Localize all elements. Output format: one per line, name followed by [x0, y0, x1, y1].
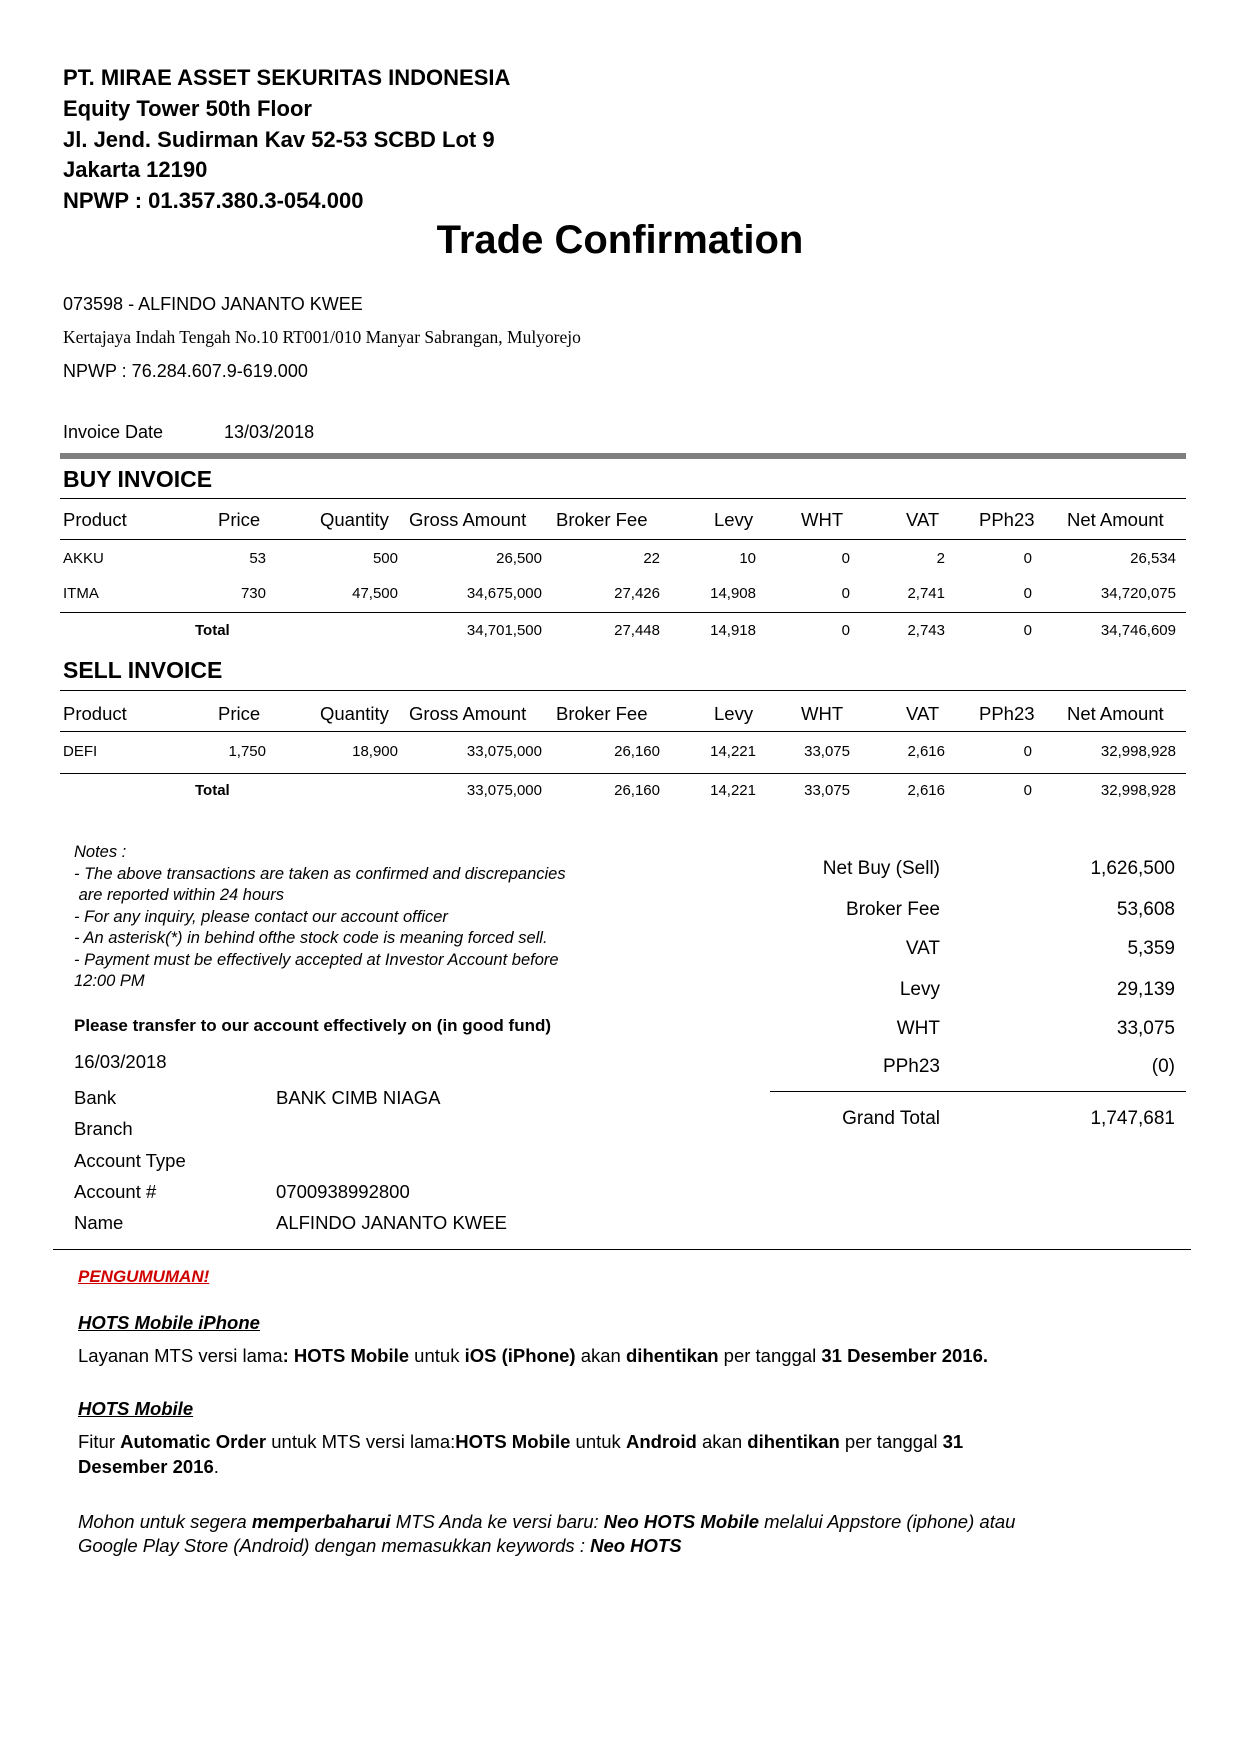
- sell-total-pph23: 0: [1023, 782, 1032, 799]
- summary-wht-value: 33,075: [1116, 1018, 1175, 1039]
- text-segment: akan: [696, 1431, 748, 1452]
- divider-thick: [60, 453, 1186, 459]
- sell-header-gross-amount: Gross Amount: [409, 703, 527, 724]
- text-segment: iOS (iPhone): [464, 1345, 576, 1366]
- sell-total-levy: 14,221: [710, 782, 756, 799]
- buy-cell-vat: 2: [936, 550, 945, 567]
- text-segment: Desember 2016: [78, 1456, 214, 1477]
- text-segment: untuk: [409, 1345, 465, 1366]
- sell-cell-broker-fee: 26,160: [614, 743, 660, 760]
- client-id-name: 073598 - ALFINDO JANANTO KWEE: [63, 294, 363, 314]
- sell-cell-net-amount: 32,998,928: [1100, 743, 1176, 760]
- summary-rule: [770, 1091, 1186, 1092]
- bank-label: Bank: [74, 1087, 117, 1108]
- buy-cell-gross-amount: 34,675,000: [466, 585, 542, 602]
- summary-levy-value: 29,139: [1116, 979, 1175, 1000]
- company-address-1: Equity Tower 50th Floor: [63, 96, 312, 121]
- buy-invoice-title: BUY INVOICE: [63, 466, 213, 492]
- buy-total-gross: 34,701,500: [466, 622, 542, 639]
- text-segment: Mohon untuk segera: [78, 1511, 252, 1532]
- sell-total-gross: 33,075,000: [466, 782, 542, 799]
- buy-header-levy: Levy: [714, 509, 754, 530]
- company-name: PT. MIRAE ASSET SEKURITAS INDONESIA: [63, 65, 511, 90]
- text-segment: untuk: [570, 1431, 626, 1452]
- sell-header-rule-top: [60, 690, 1186, 691]
- summary-wht-label: WHT: [896, 1018, 940, 1039]
- hots-mobile-paragraph-2: [78, 1456, 219, 1478]
- sell-total-broker: 26,160: [614, 782, 660, 799]
- sell-total-net: 32,998,928: [1100, 782, 1176, 799]
- buy-total-levy: 14,918: [710, 622, 756, 639]
- sell-header-broker-fee: Broker Fee: [556, 703, 648, 724]
- announcement-title: PENGUMUMAN!: [78, 1267, 210, 1286]
- footer-divider: [53, 1249, 1191, 1250]
- summary-grand-total-label: Grand Total: [842, 1108, 940, 1129]
- text-segment: melalui Appstore (iphone) atau: [759, 1511, 1016, 1532]
- sell-cell-wht: 33,075: [804, 743, 850, 760]
- buy-header-wht: WHT: [801, 509, 844, 530]
- text-segment: .: [213, 1456, 219, 1477]
- sell-total-wht: 33,075: [804, 782, 850, 799]
- buy-cell-quantity: 47,500: [352, 585, 398, 602]
- document-title: Trade Confirmation: [436, 218, 804, 262]
- buy-header-quantity: Quantity: [320, 509, 389, 530]
- summary-net-value: 1,626,500: [1090, 858, 1175, 879]
- buy-header-pph23: PPh23: [979, 509, 1035, 530]
- sell-header-quantity: Quantity: [320, 703, 389, 724]
- sell-cell-product: DEFI: [63, 743, 98, 760]
- text-segment: Layanan MTS versi lama: [78, 1345, 283, 1366]
- account-name-label: Name: [74, 1212, 124, 1233]
- buy-total-wht: 0: [841, 622, 850, 639]
- invoice-date-value: 13/03/2018: [224, 422, 315, 442]
- sell-invoice-title: SELL INVOICE: [63, 657, 223, 683]
- text-segment: Google Play Store (Android) dengan memasukkan keywords :: [78, 1535, 591, 1556]
- text-segment: Automatic Order: [120, 1431, 267, 1452]
- buy-cell-pph23: 0: [1023, 585, 1032, 602]
- buy-cell-price: 53: [249, 550, 266, 567]
- buy-total-label: Total: [195, 622, 230, 639]
- client-address: Kertajaya Indah Tengah No.10 RT001/010 Manyar Sabrangan, Mulyorejo: [63, 327, 581, 347]
- company-address-2: Jl. Jend. Sudirman Kav 52-53 SCBD Lot 9: [63, 127, 495, 152]
- buy-cell-price: 730: [240, 585, 266, 602]
- buy-cell-net-amount: 34,720,075: [1100, 585, 1176, 602]
- client-npwp: NPWP : 76.284.607.9-619.000: [63, 361, 308, 381]
- sell-header-vat: VAT: [906, 703, 940, 724]
- update-paragraph-1: [78, 1511, 1015, 1533]
- account-type-label: Account Type: [74, 1150, 186, 1171]
- sell-header-rule-bottom: [60, 731, 1186, 732]
- buy-total-pph23: 0: [1023, 622, 1032, 639]
- summary-pph23-value: (0): [1151, 1056, 1175, 1077]
- text-segment: dihentikan: [747, 1431, 840, 1452]
- text-segment: Neo HOTS Mobile: [603, 1511, 759, 1532]
- summary-net-label: Net Buy (Sell): [822, 858, 940, 879]
- notes-line: - For any inquiry, please contact our account officer: [74, 907, 448, 926]
- notes-line: 12:00 PM: [74, 972, 145, 990]
- text-segment: MTS Anda ke versi baru:: [390, 1511, 604, 1532]
- buy-header-product: Product: [63, 509, 127, 530]
- company-city: Jakarta 12190: [63, 157, 208, 182]
- buy-total-rule: [60, 612, 1186, 613]
- buy-cell-vat: 2,741: [907, 585, 945, 602]
- sell-header-product: Product: [63, 703, 127, 724]
- buy-cell-wht: 0: [841, 550, 850, 567]
- buy-cell-product: ITMA: [63, 585, 99, 602]
- sell-cell-gross-amount: 33,075,000: [466, 743, 542, 760]
- notes-line: are reported within 24 hours: [74, 886, 285, 904]
- account-number-label: Account #: [74, 1181, 157, 1202]
- sell-cell-quantity: 18,900: [352, 743, 398, 760]
- text-segment: per tanggal: [839, 1431, 943, 1452]
- text-segment: akan: [575, 1345, 626, 1366]
- text-segment: HOTS Mobile: [455, 1431, 571, 1452]
- buy-cell-gross-amount: 26,500: [496, 550, 542, 567]
- hots-iphone-title: HOTS Mobile iPhone: [78, 1312, 260, 1333]
- buy-total-net: 34,746,609: [1100, 622, 1176, 639]
- summary-levy-label: Levy: [899, 979, 940, 1000]
- buy-cell-product: AKKU: [63, 550, 104, 567]
- buy-header-net-amount: Net Amount: [1067, 509, 1164, 530]
- summary-vat-label: VAT: [905, 938, 940, 959]
- summary-pph23-label: PPh23: [882, 1056, 940, 1077]
- text-segment: memperbaharui: [251, 1511, 391, 1532]
- invoice-date-label: Invoice Date: [63, 422, 164, 442]
- buy-header-price: Price: [218, 509, 261, 530]
- account-number-value: 0700938992800: [276, 1181, 410, 1202]
- branch-label: Branch: [74, 1118, 133, 1139]
- buy-cell-levy: 10: [739, 550, 756, 567]
- hots-mobile-paragraph-1: [78, 1431, 963, 1453]
- sell-cell-vat: 2,616: [907, 743, 945, 760]
- summary-broker-value: 53,608: [1116, 899, 1175, 920]
- company-npwp: NPWP : 01.357.380.3-054.000: [63, 188, 364, 213]
- buy-header-vat: VAT: [906, 509, 940, 530]
- text-segment: dihentikan: [626, 1345, 719, 1366]
- transfer-date: 16/03/2018: [74, 1051, 167, 1072]
- buy-header-gross-amount: Gross Amount: [409, 509, 527, 530]
- buy-cell-broker-fee: 27,426: [614, 585, 660, 602]
- account-name-value: ALFINDO JANANTO KWEE: [276, 1212, 507, 1233]
- notes-line: - The above transactions are taken as confirmed and discrepancies: [74, 864, 566, 883]
- text-segment: Neo HOTS: [590, 1535, 682, 1556]
- buy-cell-pph23: 0: [1023, 550, 1032, 567]
- summary-broker-label: Broker Fee: [846, 899, 940, 920]
- buy-cell-broker-fee: 22: [643, 550, 660, 567]
- sell-cell-price: 1,750: [228, 743, 266, 760]
- buy-cell-net-amount: 26,534: [1130, 550, 1176, 567]
- sell-header-pph23: PPh23: [979, 703, 1035, 724]
- hots-iphone-paragraph: [78, 1345, 988, 1367]
- notes-title: Notes :: [74, 843, 127, 861]
- summary-vat-value: 5,359: [1127, 938, 1175, 959]
- sell-total-rule: [60, 773, 1186, 774]
- buy-header-broker-fee: Broker Fee: [556, 509, 648, 530]
- sell-header-price: Price: [218, 703, 261, 724]
- summary-grand-total-value: 1,747,681: [1090, 1108, 1175, 1129]
- text-segment: per tanggal: [718, 1345, 822, 1366]
- sell-total-label: Total: [195, 782, 230, 799]
- notes-block: [74, 842, 566, 993]
- hots-mobile-title: HOTS Mobile: [78, 1398, 194, 1419]
- text-segment: Fitur: [78, 1431, 121, 1452]
- buy-header-rule-top: [60, 498, 1186, 499]
- sell-cell-levy: 14,221: [710, 743, 756, 760]
- sell-cell-pph23: 0: [1023, 743, 1032, 760]
- transfer-instruction: Please transfer to our account effectively on (in good fund): [74, 1016, 552, 1035]
- sell-header-wht: WHT: [801, 703, 844, 724]
- sell-total-vat: 2,616: [907, 782, 945, 799]
- update-paragraph-2: [78, 1535, 682, 1557]
- text-segment: 31 Desember 2016.: [821, 1345, 988, 1366]
- notes-line: - An asterisk(*) in behind ofthe stock code is meaning forced sell.: [74, 929, 548, 947]
- buy-total-broker: 27,448: [614, 622, 660, 639]
- sell-header-net-amount: Net Amount: [1067, 703, 1164, 724]
- bank-value: BANK CIMB NIAGA: [276, 1087, 441, 1108]
- buy-cell-levy: 14,908: [710, 585, 756, 602]
- notes-line: - Payment must be effectively accepted at Investor Account before: [74, 950, 559, 969]
- buy-cell-quantity: 500: [372, 550, 398, 567]
- sell-header-levy: Levy: [714, 703, 754, 724]
- buy-cell-wht: 0: [841, 585, 850, 602]
- buy-header-rule-bottom: [60, 539, 1186, 540]
- text-segment: : HOTS Mobile: [282, 1345, 410, 1366]
- text-segment: 31: [942, 1431, 964, 1452]
- buy-total-vat: 2,743: [907, 622, 945, 639]
- text-segment: untuk MTS versi lama:: [266, 1431, 456, 1452]
- text-segment: Android: [625, 1431, 697, 1452]
